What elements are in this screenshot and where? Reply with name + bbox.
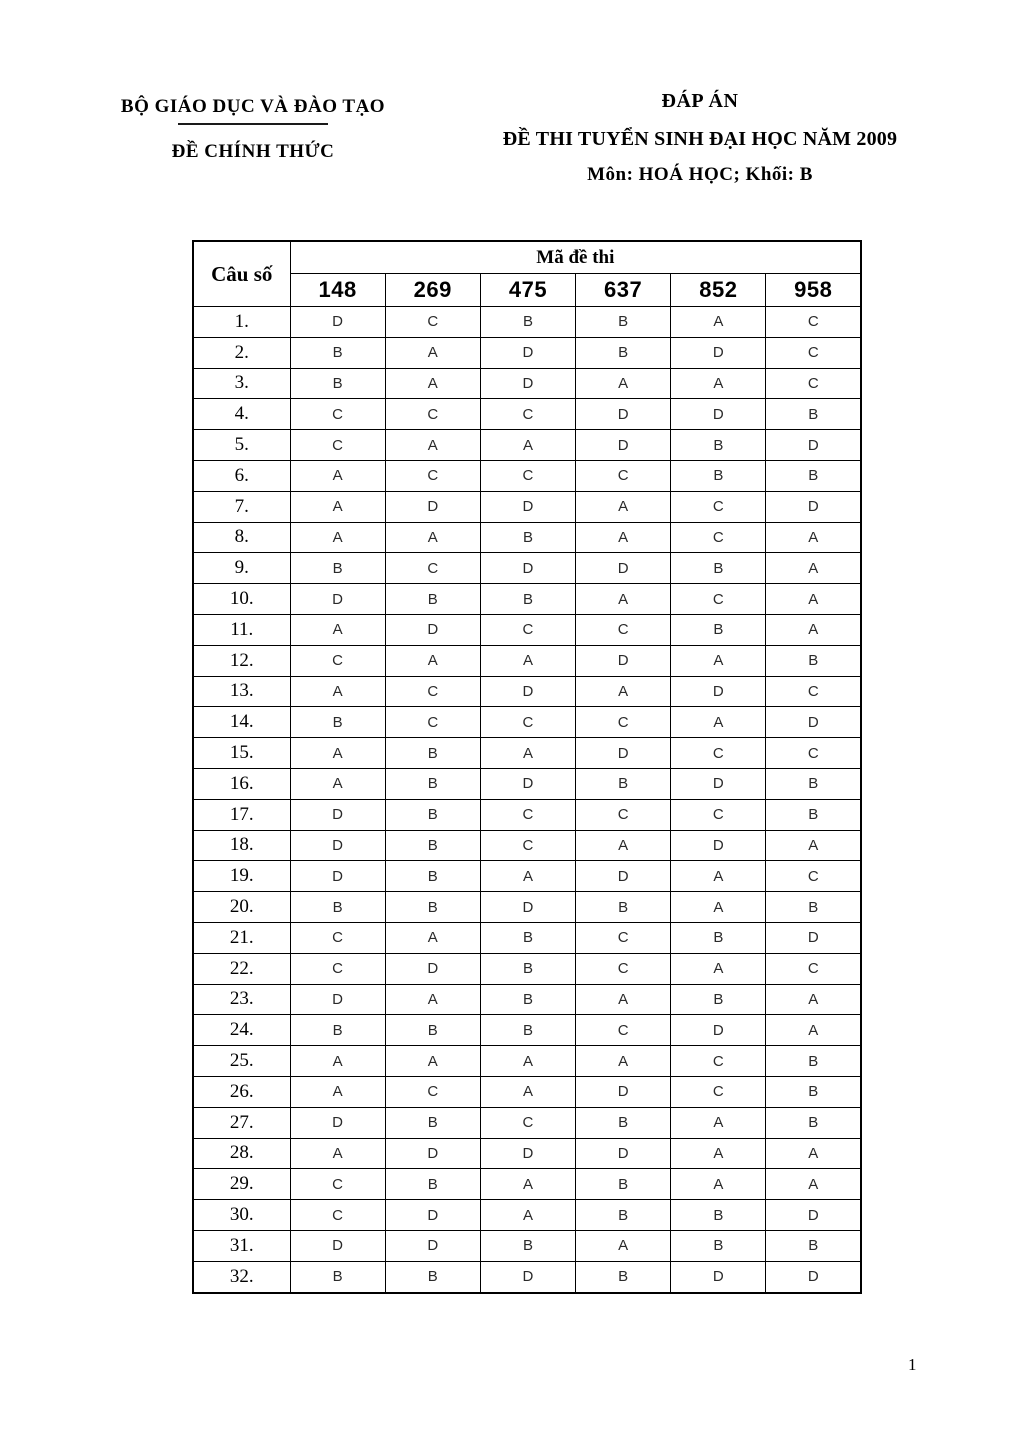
answer-cell: B bbox=[766, 799, 861, 830]
answer-cell: B bbox=[290, 368, 385, 399]
question-number-cell: 11. bbox=[193, 614, 290, 645]
question-number-cell: 25. bbox=[193, 1046, 290, 1077]
answer-cell: B bbox=[766, 1046, 861, 1077]
answer-cell: B bbox=[576, 1107, 671, 1138]
question-number-cell: 15. bbox=[193, 738, 290, 769]
answer-cell: B bbox=[576, 1200, 671, 1231]
answer-cell: D bbox=[290, 861, 385, 892]
exam-code-header: 475 bbox=[480, 274, 575, 307]
answer-cell: A bbox=[290, 460, 385, 491]
answer-cell: B bbox=[766, 1107, 861, 1138]
answer-cell: A bbox=[290, 1046, 385, 1077]
answer-cell: A bbox=[290, 522, 385, 553]
question-number-cell: 5. bbox=[193, 430, 290, 461]
answer-cell: D bbox=[480, 676, 575, 707]
answer-cell: A bbox=[766, 830, 861, 861]
table-row bbox=[193, 1261, 861, 1292]
answer-cell: D bbox=[576, 645, 671, 676]
answer-key-title: ĐÁP ÁN bbox=[661, 90, 739, 112]
exam-code-header: 958 bbox=[766, 274, 861, 307]
answer-cell: C bbox=[290, 399, 385, 430]
answer-cell: C bbox=[766, 676, 861, 707]
answer-cell: A bbox=[290, 738, 385, 769]
answer-cell: D bbox=[480, 1261, 575, 1292]
answer-cell: A bbox=[385, 645, 480, 676]
answer-cell: A bbox=[766, 1169, 861, 1200]
answer-cell: C bbox=[385, 553, 480, 584]
answer-cell: A bbox=[290, 491, 385, 522]
table-row bbox=[193, 1230, 861, 1261]
answer-cell: A bbox=[480, 1046, 575, 1077]
answer-cell: D bbox=[385, 1200, 480, 1231]
table-row bbox=[193, 922, 861, 953]
answer-cell: D bbox=[766, 430, 861, 461]
answer-cell: D bbox=[766, 707, 861, 738]
answer-cell: A bbox=[766, 553, 861, 584]
question-number-cell: 27. bbox=[193, 1107, 290, 1138]
exam-code-header: 852 bbox=[671, 274, 766, 307]
header-left-block bbox=[100, 96, 406, 163]
answer-cell: B bbox=[385, 1169, 480, 1200]
table-code-header-row bbox=[193, 274, 861, 307]
answer-cell: D bbox=[766, 1200, 861, 1231]
answer-cell: A bbox=[671, 861, 766, 892]
question-number-cell: 3. bbox=[193, 368, 290, 399]
answer-cell: B bbox=[290, 1015, 385, 1046]
answer-cell: C bbox=[671, 584, 766, 615]
question-number-cell: 7. bbox=[193, 491, 290, 522]
answer-cell: A bbox=[766, 984, 861, 1015]
table-row bbox=[193, 614, 861, 645]
answer-cell: B bbox=[385, 1015, 480, 1046]
table-row bbox=[193, 1046, 861, 1077]
answer-cell: A bbox=[576, 830, 671, 861]
answer-cell: C bbox=[385, 399, 480, 430]
table-row bbox=[193, 430, 861, 461]
answer-cell: A bbox=[671, 1138, 766, 1169]
ministry-title: BỘ GIÁO DỤC VÀ ĐÀO TẠO bbox=[120, 96, 386, 117]
answer-cell: C bbox=[766, 953, 861, 984]
answer-cell: C bbox=[671, 799, 766, 830]
answer-cell: D bbox=[576, 861, 671, 892]
answer-cell: C bbox=[480, 1107, 575, 1138]
answer-cell: C bbox=[576, 707, 671, 738]
answer-cell: B bbox=[290, 1261, 385, 1292]
question-number-cell: 26. bbox=[193, 1076, 290, 1107]
answer-cell: B bbox=[480, 984, 575, 1015]
question-number-cell: 19. bbox=[193, 861, 290, 892]
answer-cell: D bbox=[576, 553, 671, 584]
answer-cell: A bbox=[480, 430, 575, 461]
question-number-cell: 29. bbox=[193, 1169, 290, 1200]
answer-key-table bbox=[192, 240, 862, 1294]
answer-cell: B bbox=[671, 922, 766, 953]
answer-cell: C bbox=[480, 707, 575, 738]
answer-cell: B bbox=[576, 1261, 671, 1292]
answer-cell: C bbox=[671, 738, 766, 769]
question-number-cell: 10. bbox=[193, 584, 290, 615]
table-row bbox=[193, 1107, 861, 1138]
answer-cell: D bbox=[671, 399, 766, 430]
answer-cell: A bbox=[671, 953, 766, 984]
table-row bbox=[193, 307, 861, 338]
answer-cell: B bbox=[576, 307, 671, 338]
subject-block-line: Môn: HOÁ HỌC; Khối: B bbox=[587, 164, 813, 185]
table-row bbox=[193, 584, 861, 615]
answer-cell: A bbox=[385, 984, 480, 1015]
answer-cell: A bbox=[671, 1169, 766, 1200]
answer-cell: B bbox=[766, 1076, 861, 1107]
table-row bbox=[193, 953, 861, 984]
answer-cell: D bbox=[671, 337, 766, 368]
question-number-cell: 32. bbox=[193, 1261, 290, 1292]
answer-cell: A bbox=[671, 892, 766, 923]
answer-cell: B bbox=[766, 768, 861, 799]
answer-cell: A bbox=[671, 1107, 766, 1138]
answer-cell: C bbox=[290, 430, 385, 461]
answer-cell: B bbox=[290, 707, 385, 738]
answer-cell: A bbox=[766, 1015, 861, 1046]
answer-cell: B bbox=[480, 922, 575, 953]
answer-cell: C bbox=[576, 614, 671, 645]
answer-cell: D bbox=[671, 768, 766, 799]
answer-cell: D bbox=[290, 1107, 385, 1138]
answer-cell: C bbox=[576, 953, 671, 984]
answer-cell: C bbox=[480, 799, 575, 830]
answer-cell: D bbox=[576, 1138, 671, 1169]
answer-cell: B bbox=[385, 799, 480, 830]
answer-cell: B bbox=[576, 768, 671, 799]
answer-cell: B bbox=[480, 584, 575, 615]
answer-cell: A bbox=[576, 522, 671, 553]
answer-cell: C bbox=[385, 707, 480, 738]
answer-cell: C bbox=[576, 922, 671, 953]
question-number-cell: 22. bbox=[193, 953, 290, 984]
header-right-block bbox=[480, 90, 920, 186]
table-row bbox=[193, 522, 861, 553]
answer-cell: B bbox=[766, 645, 861, 676]
answer-cell: B bbox=[480, 1230, 575, 1261]
answer-cell: D bbox=[480, 1138, 575, 1169]
answer-cell: D bbox=[385, 614, 480, 645]
answer-cell: B bbox=[385, 1107, 480, 1138]
answer-cell: B bbox=[671, 553, 766, 584]
answer-cell: D bbox=[576, 738, 671, 769]
answer-cell: C bbox=[385, 676, 480, 707]
answer-cell: C bbox=[671, 491, 766, 522]
question-number-cell: 24. bbox=[193, 1015, 290, 1046]
answer-cell: B bbox=[766, 1230, 861, 1261]
answer-cell: B bbox=[671, 1230, 766, 1261]
answer-cell: A bbox=[385, 922, 480, 953]
answer-cell: D bbox=[766, 922, 861, 953]
question-number-cell: 21. bbox=[193, 922, 290, 953]
answer-cell: B bbox=[766, 399, 861, 430]
table-row bbox=[193, 1169, 861, 1200]
table-row bbox=[193, 799, 861, 830]
answer-cell: A bbox=[576, 676, 671, 707]
answer-cell: D bbox=[385, 1230, 480, 1261]
answer-cell: B bbox=[671, 614, 766, 645]
question-number-cell: 30. bbox=[193, 1200, 290, 1231]
answer-cell: B bbox=[480, 522, 575, 553]
answer-cell: A bbox=[385, 337, 480, 368]
page-number: 1 bbox=[908, 1355, 917, 1374]
answer-cell: A bbox=[671, 368, 766, 399]
answer-cell: B bbox=[671, 984, 766, 1015]
answer-cell: A bbox=[290, 768, 385, 799]
answer-cell: C bbox=[290, 1169, 385, 1200]
question-number-cell: 6. bbox=[193, 460, 290, 491]
answer-cell: C bbox=[766, 337, 861, 368]
answer-cell: A bbox=[576, 1046, 671, 1077]
table-row bbox=[193, 1015, 861, 1046]
title-underline bbox=[178, 123, 328, 125]
answer-cell: B bbox=[671, 1200, 766, 1231]
answer-cell: B bbox=[576, 1169, 671, 1200]
exam-code-header: 148 bbox=[290, 274, 385, 307]
answer-cell: C bbox=[385, 1076, 480, 1107]
question-number-cell: 20. bbox=[193, 892, 290, 923]
table-row bbox=[193, 1200, 861, 1231]
table-row bbox=[193, 768, 861, 799]
answer-cell: C bbox=[671, 522, 766, 553]
answer-cell: C bbox=[480, 399, 575, 430]
question-number-cell: 13. bbox=[193, 676, 290, 707]
answer-cell: A bbox=[671, 307, 766, 338]
answer-cell: A bbox=[290, 614, 385, 645]
answer-cell: B bbox=[480, 953, 575, 984]
official-exam-label: ĐỀ CHÍNH THỨC bbox=[171, 141, 335, 162]
answer-cell: C bbox=[671, 1076, 766, 1107]
table-row bbox=[193, 337, 861, 368]
answer-cell: A bbox=[766, 584, 861, 615]
answer-cell: B bbox=[290, 553, 385, 584]
question-number-cell: 16. bbox=[193, 768, 290, 799]
answer-cell: A bbox=[576, 984, 671, 1015]
exam-title: ĐỀ THI TUYỂN SINH ĐẠI HỌC NĂM 2009 bbox=[502, 128, 898, 150]
answer-cell: C bbox=[290, 922, 385, 953]
table-row bbox=[193, 984, 861, 1015]
answer-cell: A bbox=[480, 738, 575, 769]
exam-code-header: 637 bbox=[576, 274, 671, 307]
answer-cell: D bbox=[576, 1076, 671, 1107]
answer-cell: D bbox=[480, 553, 575, 584]
answer-cell: A bbox=[671, 645, 766, 676]
answer-cell: C bbox=[576, 799, 671, 830]
table-row bbox=[193, 399, 861, 430]
answer-cell: B bbox=[480, 1015, 575, 1046]
answer-cell: C bbox=[290, 953, 385, 984]
answer-cell: B bbox=[671, 430, 766, 461]
answer-cell: C bbox=[290, 645, 385, 676]
answer-cell: A bbox=[385, 430, 480, 461]
answer-cell: D bbox=[480, 368, 575, 399]
answer-cell: B bbox=[385, 1261, 480, 1292]
table-row bbox=[193, 1138, 861, 1169]
answer-cell: D bbox=[766, 491, 861, 522]
answer-cell: B bbox=[766, 460, 861, 491]
question-number-cell: 12. bbox=[193, 645, 290, 676]
answer-cell: D bbox=[480, 337, 575, 368]
answer-cell: B bbox=[385, 892, 480, 923]
answer-table-body bbox=[193, 307, 861, 1293]
answer-cell: A bbox=[290, 1076, 385, 1107]
answer-cell: A bbox=[766, 1138, 861, 1169]
answer-cell: A bbox=[576, 584, 671, 615]
answer-cell: D bbox=[385, 1138, 480, 1169]
answer-cell: D bbox=[671, 676, 766, 707]
answer-cell: D bbox=[671, 1015, 766, 1046]
answer-cell: D bbox=[290, 1230, 385, 1261]
answer-cell: A bbox=[480, 645, 575, 676]
answer-cell: B bbox=[766, 892, 861, 923]
exam-code-header: 269 bbox=[385, 274, 480, 307]
question-number-cell: 31. bbox=[193, 1230, 290, 1261]
answer-cell: D bbox=[576, 399, 671, 430]
table-row bbox=[193, 491, 861, 522]
table-row bbox=[193, 368, 861, 399]
answer-cell: D bbox=[480, 892, 575, 923]
answer-cell: A bbox=[576, 368, 671, 399]
answer-cell: D bbox=[290, 799, 385, 830]
question-number-cell: 4. bbox=[193, 399, 290, 430]
table-group-header-row bbox=[193, 241, 861, 274]
question-number-cell: 14. bbox=[193, 707, 290, 738]
answer-cell: B bbox=[385, 830, 480, 861]
answer-cell: C bbox=[576, 1015, 671, 1046]
answer-cell: D bbox=[385, 953, 480, 984]
answer-cell: D bbox=[290, 584, 385, 615]
answer-cell: D bbox=[385, 491, 480, 522]
answer-cell: A bbox=[480, 1076, 575, 1107]
table-row bbox=[193, 861, 861, 892]
table-row bbox=[193, 707, 861, 738]
answer-cell: D bbox=[766, 1261, 861, 1292]
answer-cell: B bbox=[385, 584, 480, 615]
answer-cell: B bbox=[385, 861, 480, 892]
answer-cell: C bbox=[480, 460, 575, 491]
answer-cell: A bbox=[480, 1200, 575, 1231]
answer-cell: D bbox=[290, 307, 385, 338]
table-row bbox=[193, 1076, 861, 1107]
answer-cell: D bbox=[480, 768, 575, 799]
answer-cell: D bbox=[480, 491, 575, 522]
question-number-cell: 28. bbox=[193, 1138, 290, 1169]
answer-cell: A bbox=[766, 522, 861, 553]
answer-cell: C bbox=[290, 1200, 385, 1231]
answer-cell: A bbox=[385, 522, 480, 553]
answer-cell: B bbox=[671, 460, 766, 491]
exam-code-group-header: Mã đề thi bbox=[290, 241, 861, 274]
answer-cell: A bbox=[290, 676, 385, 707]
answer-cell: C bbox=[766, 368, 861, 399]
question-number-cell: 18. bbox=[193, 830, 290, 861]
table-row bbox=[193, 830, 861, 861]
answer-cell: A bbox=[385, 1046, 480, 1077]
answer-cell: A bbox=[671, 707, 766, 738]
question-number-cell: 8. bbox=[193, 522, 290, 553]
answer-cell: C bbox=[671, 1046, 766, 1077]
answer-cell: D bbox=[671, 830, 766, 861]
answer-cell: C bbox=[576, 460, 671, 491]
answer-cell: A bbox=[766, 614, 861, 645]
answer-cell: A bbox=[385, 368, 480, 399]
answer-cell: D bbox=[671, 1261, 766, 1292]
answer-cell: A bbox=[576, 491, 671, 522]
answer-cell: A bbox=[480, 1169, 575, 1200]
answer-cell: A bbox=[576, 1230, 671, 1261]
answer-cell: B bbox=[290, 892, 385, 923]
table-row bbox=[193, 645, 861, 676]
answer-cell: D bbox=[290, 830, 385, 861]
table-row bbox=[193, 553, 861, 584]
answer-cell: C bbox=[766, 307, 861, 338]
answer-cell: B bbox=[480, 307, 575, 338]
answer-cell: A bbox=[290, 1138, 385, 1169]
answer-cell: B bbox=[385, 768, 480, 799]
question-number-cell: 1. bbox=[193, 307, 290, 338]
answer-cell: C bbox=[480, 830, 575, 861]
table-row bbox=[193, 892, 861, 923]
answer-cell: C bbox=[766, 738, 861, 769]
answer-cell: B bbox=[576, 337, 671, 368]
answer-cell: B bbox=[290, 337, 385, 368]
question-number-header: Câu số bbox=[193, 241, 290, 307]
question-number-cell: 23. bbox=[193, 984, 290, 1015]
answer-cell: C bbox=[480, 614, 575, 645]
question-number-cell: 9. bbox=[193, 553, 290, 584]
question-number-cell: 2. bbox=[193, 337, 290, 368]
answer-cell: B bbox=[385, 738, 480, 769]
answer-cell: A bbox=[480, 861, 575, 892]
table-row bbox=[193, 738, 861, 769]
answer-cell: D bbox=[290, 984, 385, 1015]
answer-cell: C bbox=[385, 460, 480, 491]
table-row bbox=[193, 676, 861, 707]
answer-cell: D bbox=[576, 430, 671, 461]
answer-cell: C bbox=[766, 861, 861, 892]
answer-cell: B bbox=[576, 892, 671, 923]
table-row bbox=[193, 460, 861, 491]
answer-cell: C bbox=[385, 307, 480, 338]
question-number-cell: 17. bbox=[193, 799, 290, 830]
